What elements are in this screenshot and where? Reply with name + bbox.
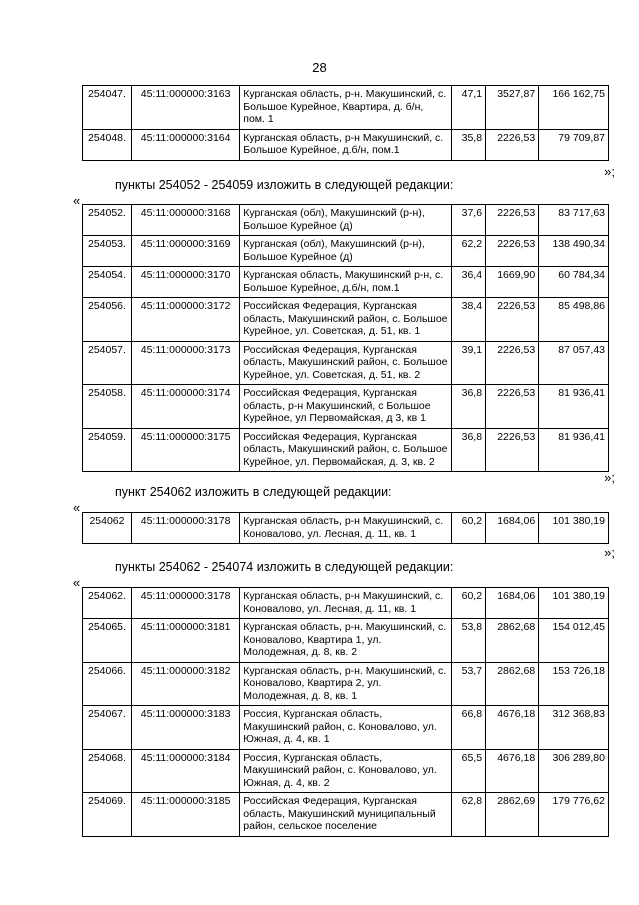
area-cell: 65,5: [451, 749, 485, 793]
address-cell: Курганская (обл), Макушинский (р-н), Большое Курейное (д): [240, 236, 451, 267]
cadastral-number-cell: 45:11:000000:3183: [131, 706, 239, 750]
table-row: [83, 341, 609, 385]
area-cell: 66,8: [451, 706, 485, 750]
area-cell: 38,4: [451, 298, 485, 342]
table-section-3: [82, 587, 609, 837]
cadastral-number-cell: 45:11:000000:3185: [131, 793, 239, 837]
total-value-cell: 153 726,18: [539, 662, 609, 706]
close-quote: »;: [604, 470, 615, 485]
cadastral-number-cell: 45:11:000000:3170: [131, 267, 239, 298]
row-number-cell: 254053.: [83, 236, 132, 267]
address-cell: Российская Федерация, Курганская область, Макушинский район, с. Большое Курейное, ул. Советская, д. 51, кв. 1: [240, 298, 451, 342]
section-intro: пункт 254062 изложить в следующей редакции:: [115, 485, 392, 499]
cadastral-number-cell: 45:11:000000:3178: [131, 513, 239, 544]
area-cell: 60,2: [451, 513, 485, 544]
table-row: [83, 793, 609, 837]
table-row: [83, 513, 609, 544]
cadastral-number-cell: 45:11:000000:3182: [131, 662, 239, 706]
total-value-cell: 101 380,19: [539, 588, 609, 619]
cadastral-number-cell: 45:11:000000:3164: [131, 129, 239, 160]
unit-price-cell: 2862,69: [486, 793, 539, 837]
table-row: [83, 619, 609, 663]
table-row: [83, 706, 609, 750]
address-cell: Россия, Курганская область, Макушинский район, с. Коновалово, ул. Южная, д. 4, кв. 1: [240, 706, 451, 750]
open-quote: «: [73, 500, 81, 515]
unit-price-cell: 1684,06: [486, 588, 539, 619]
area-cell: 53,7: [451, 662, 485, 706]
area-cell: 53,8: [451, 619, 485, 663]
row-number-cell: 254069.: [83, 793, 132, 837]
cadastral-number-cell: 45:11:000000:3184: [131, 749, 239, 793]
unit-price-cell: 1669,90: [486, 267, 539, 298]
address-cell: Российская Федерация, Курганская область, Макушинский район, с. Большое Курейное, ул. Первомайская, д. 3, кв. 2: [240, 428, 451, 472]
row-number-cell: 254048.: [83, 129, 132, 160]
unit-price-cell: 2226,53: [486, 205, 539, 236]
area-cell: 62,2: [451, 236, 485, 267]
address-cell: Курганская область, р-н. Макушинский, с. Коновалово, Квартира 1, ул. Молодежная, д. 8, кв. 2: [240, 619, 451, 663]
total-value-cell: 179 776,62: [539, 793, 609, 837]
table-row: [83, 86, 609, 130]
area-cell: 62,8: [451, 793, 485, 837]
row-number-cell: 254057.: [83, 341, 132, 385]
unit-price-cell: 2226,53: [486, 129, 539, 160]
row-number-cell: 254058.: [83, 385, 132, 429]
section-intro: пункты 254052 - 254059 изложить в следующей редакции:: [115, 178, 454, 192]
address-cell: Российская Федерация, Курганская область, р-н Макушинский, с Большое Курейное, ул Первомайская, д 3, кв 1: [240, 385, 451, 429]
area-cell: 39,1: [451, 341, 485, 385]
cadastral-number-cell: 45:11:000000:3178: [131, 588, 239, 619]
row-number-cell: 254066.: [83, 662, 132, 706]
area-cell: 35,8: [451, 129, 485, 160]
table-row: [83, 749, 609, 793]
address-cell: Курганская (обл), Макушинский (р-н), Большое Курейное (д): [240, 205, 451, 236]
row-number-cell: 254062.: [83, 588, 132, 619]
address-cell: Курганская область, р-н. Макушинский, с. Коновалово, Квартира 2, ул. Молодежная, д. 8, кв. 1: [240, 662, 451, 706]
total-value-cell: 81 936,41: [539, 428, 609, 472]
open-quote: «: [73, 575, 81, 590]
cadastral-number-cell: 45:11:000000:3181: [131, 619, 239, 663]
table-row: [83, 236, 609, 267]
cadastral-number-cell: 45:11:000000:3168: [131, 205, 239, 236]
address-cell: Российская Федерация, Курганская область, Макушинский район, с. Большое Курейное, ул. Советская, д. 51, кв. 2: [240, 341, 451, 385]
cadastral-number-cell: 45:11:000000:3175: [131, 428, 239, 472]
total-value-cell: 60 784,34: [539, 267, 609, 298]
unit-price-cell: 2226,53: [486, 428, 539, 472]
table-row: [83, 588, 609, 619]
cadastral-number-cell: 45:11:000000:3169: [131, 236, 239, 267]
table-row: [83, 298, 609, 342]
area-cell: 36,4: [451, 267, 485, 298]
area-cell: 60,2: [451, 588, 485, 619]
address-cell: Российская Федерация, Курганская область, Макушинский муниципальный район, сельское поселение: [240, 793, 451, 837]
row-number-cell: 254047.: [83, 86, 132, 130]
row-number-cell: 254062: [83, 513, 132, 544]
address-cell: Курганская область, Макушинский р-н, с. Большое Курейное, д.б/н, пом.1: [240, 267, 451, 298]
unit-price-cell: 2226,53: [486, 385, 539, 429]
row-number-cell: 254056.: [83, 298, 132, 342]
unit-price-cell: 4676,18: [486, 706, 539, 750]
table-row: [83, 205, 609, 236]
total-value-cell: 138 490,34: [539, 236, 609, 267]
total-value-cell: 306 289,80: [539, 749, 609, 793]
table-row: [83, 428, 609, 472]
unit-price-cell: 2862,68: [486, 619, 539, 663]
cadastral-number-cell: 45:11:000000:3172: [131, 298, 239, 342]
address-cell: Курганская область, р-н Макушинский, с. Коновалово, ул. Лесная, д. 11, кв. 1: [240, 588, 451, 619]
table-row: [83, 385, 609, 429]
address-cell: Курганская область, р-н Макушинский, с. Большое Курейное, д.б/н, пом.1: [240, 129, 451, 160]
open-quote: «: [73, 193, 81, 208]
total-value-cell: 85 498,86: [539, 298, 609, 342]
area-cell: 36,8: [451, 385, 485, 429]
unit-price-cell: 2226,53: [486, 341, 539, 385]
row-number-cell: 254067.: [83, 706, 132, 750]
row-number-cell: 254059.: [83, 428, 132, 472]
address-cell: Россия, Курганская область, Макушинский район, с. Коновалово, ул. Южная, д. 4, кв. 2: [240, 749, 451, 793]
unit-price-cell: 4676,18: [486, 749, 539, 793]
close-quote: »;: [604, 164, 615, 179]
section-intro: пункты 254062 - 254074 изложить в следующей редакции:: [115, 560, 454, 574]
table-row: [83, 662, 609, 706]
total-value-cell: 83 717,63: [539, 205, 609, 236]
area-cell: 37,6: [451, 205, 485, 236]
unit-price-cell: 2226,53: [486, 236, 539, 267]
unit-price-cell: 2226,53: [486, 298, 539, 342]
table-row: [83, 129, 609, 160]
total-value-cell: 101 380,19: [539, 513, 609, 544]
area-cell: 47,1: [451, 86, 485, 130]
cadastral-number-cell: 45:11:000000:3163: [131, 86, 239, 130]
table-section-2: [82, 512, 609, 544]
total-value-cell: 79 709,87: [539, 129, 609, 160]
cadastral-number-cell: 45:11:000000:3174: [131, 385, 239, 429]
table-row: [83, 267, 609, 298]
cadastral-number-cell: 45:11:000000:3173: [131, 341, 239, 385]
unit-price-cell: 1684,06: [486, 513, 539, 544]
table-section-1: [82, 204, 609, 472]
total-value-cell: 81 936,41: [539, 385, 609, 429]
unit-price-cell: 2862,68: [486, 662, 539, 706]
row-number-cell: 254054.: [83, 267, 132, 298]
total-value-cell: 154 012,45: [539, 619, 609, 663]
total-value-cell: 87 057,43: [539, 341, 609, 385]
unit-price-cell: 3527,87: [486, 86, 539, 130]
address-cell: Курганская область, р-н. Макушинский, с. Большое Курейное, Квартира, д. б/н, пом. 1: [240, 86, 451, 130]
row-number-cell: 254068.: [83, 749, 132, 793]
close-quote: »;: [604, 545, 615, 560]
row-number-cell: 254052.: [83, 205, 132, 236]
total-value-cell: 166 162,75: [539, 86, 609, 130]
total-value-cell: 312 368,83: [539, 706, 609, 750]
area-cell: 36,8: [451, 428, 485, 472]
address-cell: Курганская область, р-н Макушинский, с. Коновалово, ул. Лесная, д. 11, кв. 1: [240, 513, 451, 544]
table-top: [82, 85, 609, 161]
page-number: 28: [312, 60, 327, 75]
row-number-cell: 254065.: [83, 619, 132, 663]
